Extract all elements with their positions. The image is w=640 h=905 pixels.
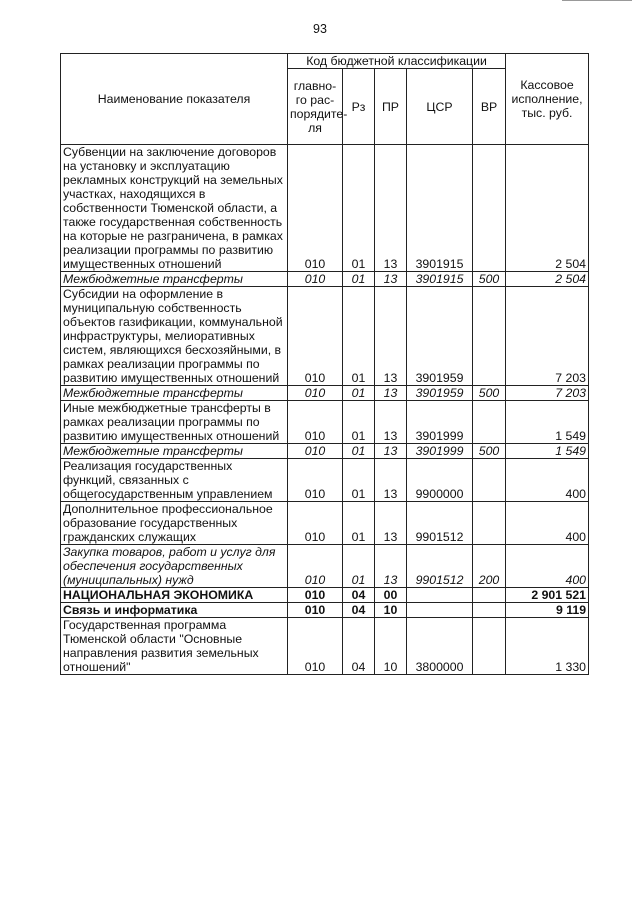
- row-amount: 7 203: [506, 386, 589, 401]
- row-name: Межбюджетные трансферты: [61, 444, 288, 459]
- header-name: Наименование показателя: [61, 54, 288, 145]
- page-number: 93: [313, 22, 327, 36]
- row-csr: [407, 603, 473, 618]
- table-row: [61, 401, 589, 444]
- row-pr: 13: [375, 459, 407, 502]
- row-csr: 3901915: [407, 272, 473, 287]
- row-glavn: 010: [288, 502, 343, 545]
- row-vr: [473, 287, 506, 386]
- row-amount: 1 330: [506, 618, 589, 675]
- header-pr: ПР: [375, 69, 407, 145]
- row-glavn: 010: [288, 272, 343, 287]
- row-amount: 2 504: [506, 145, 589, 272]
- table-row: [61, 459, 589, 502]
- table-row: [61, 145, 589, 272]
- row-csr: 3901999: [407, 444, 473, 459]
- row-pr: 13: [375, 145, 407, 272]
- top-edge-mark: [562, 0, 632, 1]
- row-name: Реализация государственных функций, связанных с общегосударственным управлением: [61, 459, 288, 502]
- row-amount: 400: [506, 502, 589, 545]
- row-vr: 200: [473, 545, 506, 588]
- table-row: [61, 502, 589, 545]
- table-row: [61, 444, 589, 459]
- row-glavn: 010: [288, 145, 343, 272]
- row-rz: 01: [343, 444, 375, 459]
- row-rz: 01: [343, 272, 375, 287]
- row-pr: 13: [375, 401, 407, 444]
- table-row: [61, 588, 589, 603]
- row-name: Иные межбюджетные трансферты в рамках реализации программы по развитию имущественных отношений: [61, 401, 288, 444]
- header-rz: Рз: [343, 69, 375, 145]
- row-rz: 04: [343, 603, 375, 618]
- table-row: [61, 287, 589, 386]
- row-name: Связь и информатика: [61, 603, 288, 618]
- row-glavn: 010: [288, 444, 343, 459]
- row-pr: 00: [375, 588, 407, 603]
- row-rz: 04: [343, 618, 375, 675]
- row-glavn: 010: [288, 287, 343, 386]
- row-amount: 1 549: [506, 401, 589, 444]
- row-pr: 10: [375, 618, 407, 675]
- row-vr: 500: [473, 272, 506, 287]
- row-csr: 3901915: [407, 145, 473, 272]
- row-vr: [473, 459, 506, 502]
- row-name: Субвенции на заключение договоров на установку и эксплуатацию рекламных конструкций на земельных участках, находящихся в собственности Тюменской области, а также государственная собственность на которые не разграничена, в рамках реализации программы по развитию имущественных отношений: [61, 145, 288, 272]
- row-vr: [473, 145, 506, 272]
- row-vr: [473, 618, 506, 675]
- row-pr: 10: [375, 603, 407, 618]
- row-glavn: 010: [288, 588, 343, 603]
- table-row: [61, 618, 589, 675]
- row-vr: [473, 401, 506, 444]
- table-row: [61, 386, 589, 401]
- row-pr: 13: [375, 287, 407, 386]
- row-name: Дополнительное профессиональное образование государственных гражданских служащих: [61, 502, 288, 545]
- row-vr: [473, 588, 506, 603]
- row-glavn: 010: [288, 618, 343, 675]
- row-glavn: 010: [288, 401, 343, 444]
- row-rz: 04: [343, 588, 375, 603]
- row-rz: 01: [343, 459, 375, 502]
- row-pr: 13: [375, 545, 407, 588]
- row-csr: 9901512: [407, 502, 473, 545]
- row-name: Закупка товаров, работ и услуг для обеспечения государственных (муниципальных) нужд: [61, 545, 288, 588]
- row-csr: 3800000: [407, 618, 473, 675]
- row-csr: [407, 588, 473, 603]
- row-glavn: 010: [288, 459, 343, 502]
- row-amount: 9 119: [506, 603, 589, 618]
- row-csr: 3901959: [407, 386, 473, 401]
- row-amount: 7 203: [506, 287, 589, 386]
- table-row: [61, 603, 589, 618]
- row-name: Межбюджетные трансферты: [61, 386, 288, 401]
- row-name: Субсидии на оформление в муниципальную собственность объектов газификации, коммунальной инфраструктуры, мелиоративных систем, являющихся бесхозяйными, в рамках реализации программы по развитию имущественных отношений: [61, 287, 288, 386]
- row-csr: 3901959: [407, 287, 473, 386]
- header-vr: ВР: [473, 69, 506, 145]
- row-rz: 01: [343, 145, 375, 272]
- row-pr: 13: [375, 386, 407, 401]
- row-vr: [473, 603, 506, 618]
- header-amount: Кассовое исполнение, тыс. руб.: [506, 54, 589, 145]
- row-amount: 400: [506, 459, 589, 502]
- row-rz: 01: [343, 545, 375, 588]
- row-glavn: 010: [288, 545, 343, 588]
- header-csr: ЦСР: [407, 69, 473, 145]
- row-pr: 13: [375, 272, 407, 287]
- header-glavn: главно-го рас-порядите-ля: [288, 69, 343, 145]
- row-amount: 2 504: [506, 272, 589, 287]
- row-amount: 1 549: [506, 444, 589, 459]
- table-row: [61, 545, 589, 588]
- row-amount: 400: [506, 545, 589, 588]
- budget-execution-table: [60, 53, 589, 675]
- row-vr: 500: [473, 444, 506, 459]
- row-rz: 01: [343, 386, 375, 401]
- row-rz: 01: [343, 401, 375, 444]
- row-pr: 13: [375, 444, 407, 459]
- row-amount: 2 901 521: [506, 588, 589, 603]
- row-rz: 01: [343, 287, 375, 386]
- table-row: [61, 272, 589, 287]
- header-row-1: [61, 54, 589, 69]
- row-rz: 01: [343, 502, 375, 545]
- row-vr: 500: [473, 386, 506, 401]
- row-csr: 9901512: [407, 545, 473, 588]
- row-pr: 13: [375, 502, 407, 545]
- row-name: НАЦИОНАЛЬНАЯ ЭКОНОМИКА: [61, 588, 288, 603]
- header-code-group: Код бюджетной классификации: [288, 54, 506, 69]
- row-glavn: 010: [288, 603, 343, 618]
- row-name: Государственная программа Тюменской области "Основные направления развития земельных отношений": [61, 618, 288, 675]
- row-csr: 9900000: [407, 459, 473, 502]
- row-glavn: 010: [288, 386, 343, 401]
- row-csr: 3901999: [407, 401, 473, 444]
- row-vr: [473, 502, 506, 545]
- row-name: Межбюджетные трансферты: [61, 272, 288, 287]
